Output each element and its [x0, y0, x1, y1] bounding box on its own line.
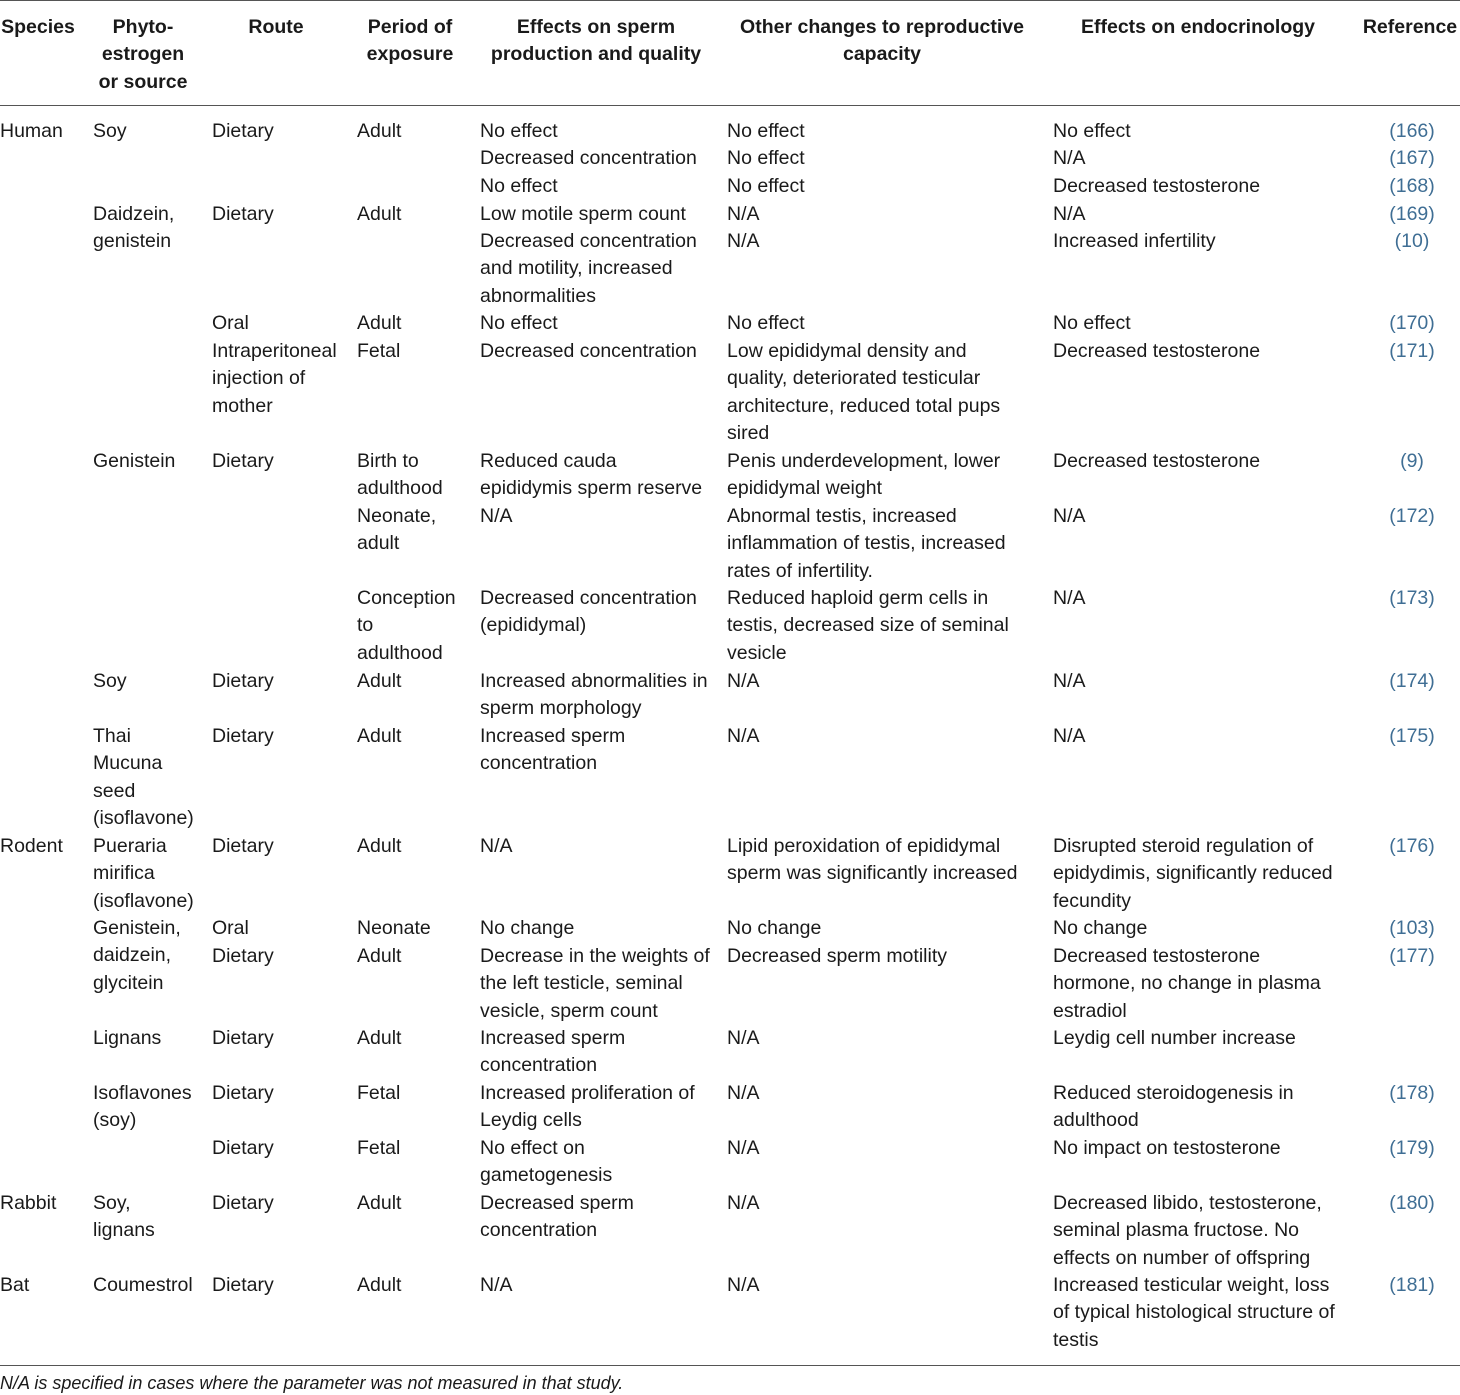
cell-sperm-17: No effect on gametogenesis: [480, 1137, 613, 1187]
cell-species-0: Human: [0, 120, 63, 142]
cell-period-17: Fetal: [357, 1137, 401, 1159]
cell-route-5: Oral: [212, 312, 249, 334]
cell-sperm-4: Decreased concentration and motility, increased abnormalities: [480, 230, 697, 307]
cell-other-9: Reduced haploid germ cells in testis, decreased size of seminal vesicle: [727, 587, 1009, 664]
cell-endo-17: No impact on testosterone: [1053, 1137, 1281, 1159]
cell-other-19: N/A: [727, 1274, 760, 1296]
table-footnote: N/A is specified in cases where the parameter was not measured in that study.: [0, 1373, 624, 1393]
cell-route-6: Intraperitoneal injection of mother: [212, 340, 337, 417]
cell-period-5: Adult: [357, 312, 402, 334]
cell-species-18: Rabbit: [0, 1192, 57, 1214]
cell-sperm-15: Increased sperm concentration: [480, 1027, 626, 1077]
cell-period-13: Neonate: [357, 917, 431, 939]
cell-ref-11: (175): [1389, 725, 1435, 747]
cell-other-12: Lipid peroxidation of epididymal sperm was significantly increased: [727, 835, 1018, 885]
cell-ref-6: (171): [1389, 340, 1435, 362]
cell-route-13: Oral: [212, 917, 249, 939]
cell-other-11: N/A: [727, 725, 760, 747]
cell-other-5: No effect: [727, 312, 805, 334]
cell-route-10: Dietary: [212, 670, 274, 692]
header-rule-top: [0, 0, 1460, 1]
cell-endo-7: Decreased testosterone: [1053, 450, 1261, 472]
cell-endo-16: Reduced steroidogenesis in adulthood: [1053, 1082, 1294, 1132]
column-header-ref: Reference: [1362, 16, 1458, 38]
cell-ref-2: (168): [1389, 175, 1435, 197]
cell-ref-18: (180): [1389, 1192, 1435, 1214]
cell-sperm-6: Decreased concentration: [480, 340, 697, 362]
column-header-source: Phyto- estrogen or source: [98, 16, 188, 93]
table-rule-bottom: [0, 1365, 1460, 1366]
cell-other-10: N/A: [727, 670, 760, 692]
cell-period-15: Adult: [357, 1027, 402, 1049]
column-header-period: Period of exposure: [366, 16, 454, 66]
cell-period-0: Adult: [357, 120, 402, 142]
cell-route-14: Dietary: [212, 945, 274, 967]
cell-other-0: No effect: [727, 120, 805, 142]
cell-endo-15: Leydig cell number increase: [1053, 1027, 1296, 1049]
cell-source-7: Genistein: [93, 450, 176, 472]
cell-endo-11: N/A: [1053, 725, 1086, 747]
cell-other-7: Penis underdevelopment, lower epididymal weight: [727, 450, 1001, 500]
cell-other-13: No change: [727, 917, 822, 939]
cell-endo-5: No effect: [1053, 312, 1131, 334]
cell-other-4: N/A: [727, 230, 760, 252]
cell-endo-12: Disrupted steroid regulation of epidydimis, significantly reduced fecundity: [1053, 835, 1333, 912]
cell-endo-14: Decreased testosterone hormone, no change in plasma estradiol: [1053, 945, 1321, 1022]
cell-sperm-16: Increased proliferation of Leydig cells: [480, 1082, 695, 1132]
cell-other-8: Abnormal testis, increased inflammation of testis, increased rates of infertility.: [727, 505, 1006, 582]
cell-endo-4: Increased infertility: [1053, 230, 1216, 252]
cell-sperm-0: No effect: [480, 120, 558, 142]
cell-endo-2: Decreased testosterone: [1053, 175, 1261, 197]
cell-species-12: Rodent: [0, 835, 63, 857]
cell-other-18: N/A: [727, 1192, 760, 1214]
cell-endo-3: N/A: [1053, 203, 1086, 225]
cell-endo-8: N/A: [1053, 505, 1086, 527]
cell-period-7: Birth to adulthood: [357, 450, 443, 500]
cell-ref-16: (178): [1389, 1082, 1435, 1104]
cell-ref-0: (166): [1389, 120, 1435, 142]
cell-endo-6: Decreased testosterone: [1053, 340, 1261, 362]
cell-source-16: Isoflavones (soy): [93, 1082, 192, 1132]
cell-source-12: Pueraria mirifica (isoflavone): [93, 835, 194, 912]
cell-period-3: Adult: [357, 203, 402, 225]
cell-sperm-8: N/A: [480, 505, 513, 527]
column-header-endo: Effects on endocrinology: [1080, 16, 1316, 38]
cell-sperm-1: Decreased concentration: [480, 147, 697, 169]
cell-endo-19: Increased testicular weight, loss of typical histological structure of testis: [1053, 1274, 1335, 1351]
cell-route-17: Dietary: [212, 1137, 274, 1159]
cell-endo-9: N/A: [1053, 587, 1086, 609]
cell-route-19: Dietary: [212, 1274, 274, 1296]
cell-sperm-10: Increased abnormalities in sperm morphology: [480, 670, 708, 720]
cell-sperm-3: Low motile sperm count: [480, 203, 686, 225]
cell-endo-18: Decreased libido, testosterone, seminal plasma fructose. No effects on number of offspring: [1053, 1192, 1322, 1269]
cell-sperm-7: Reduced cauda epididymis sperm reserve: [480, 450, 703, 500]
cell-other-1: No effect: [727, 147, 805, 169]
cell-ref-1: (167): [1389, 147, 1435, 169]
cell-route-12: Dietary: [212, 835, 274, 857]
cell-other-2: No effect: [727, 175, 805, 197]
cell-period-8: Neonate, adult: [357, 505, 437, 555]
cell-source-3: Daidzein, genistein: [93, 203, 175, 253]
cell-route-15: Dietary: [212, 1027, 274, 1049]
cell-sperm-14: Decrease in the weights of the left testicle, seminal vesicle, sperm count: [480, 945, 710, 1022]
column-header-sperm: Effects on sperm production and quality: [490, 16, 702, 66]
cell-source-19: Coumestrol: [93, 1274, 193, 1296]
cell-sperm-18: Decreased sperm concentration: [480, 1192, 634, 1242]
cell-period-9: Conception to adulthood: [357, 587, 456, 664]
cell-period-12: Adult: [357, 835, 402, 857]
cell-endo-13: No change: [1053, 917, 1148, 939]
cell-sperm-2: No effect: [480, 175, 558, 197]
cell-other-16: N/A: [727, 1082, 760, 1104]
cell-sperm-11: Increased sperm concentration: [480, 725, 626, 775]
cell-period-11: Adult: [357, 725, 402, 747]
cell-sperm-12: N/A: [480, 835, 513, 857]
cell-route-11: Dietary: [212, 725, 274, 747]
cell-other-14: Decreased sperm motility: [727, 945, 947, 967]
cell-period-19: Adult: [357, 1274, 402, 1296]
cell-ref-3: (169): [1389, 203, 1435, 225]
cell-sperm-9: Decreased concentration (epididymal): [480, 587, 697, 637]
cell-route-3: Dietary: [212, 203, 274, 225]
cell-ref-4: (10): [1394, 230, 1430, 252]
cell-other-6: Low epididymal density and quality, deteriorated testicular architecture, reduced total pups sired: [727, 340, 1001, 445]
column-header-other: Other changes to reproductive capacity: [740, 16, 1024, 66]
cell-ref-8: (172): [1389, 505, 1435, 527]
column-header-species: Species: [1, 16, 75, 38]
cell-ref-12: (176): [1389, 835, 1435, 857]
cell-other-17: N/A: [727, 1137, 760, 1159]
cell-ref-14: (177): [1389, 945, 1435, 967]
cell-source-0: Soy: [93, 120, 127, 142]
cell-sperm-5: No effect: [480, 312, 558, 334]
cell-other-3: N/A: [727, 203, 760, 225]
cell-period-16: Fetal: [357, 1082, 401, 1104]
cell-endo-1: N/A: [1053, 147, 1086, 169]
cell-source-13: Genistein, daidzein, glycitein: [93, 917, 181, 994]
cell-period-6: Fetal: [357, 340, 401, 362]
cell-ref-13: (103): [1389, 917, 1435, 939]
cell-sperm-19: N/A: [480, 1274, 513, 1296]
cell-period-14: Adult: [357, 945, 402, 967]
cell-period-18: Adult: [357, 1192, 402, 1214]
cell-species-19: Bat: [0, 1274, 30, 1296]
cell-source-10: Soy: [93, 670, 127, 692]
cell-sperm-13: No change: [480, 917, 575, 939]
header-rule-bottom: [0, 105, 1460, 106]
cell-source-11: Thai Mucuna seed (isoflavone): [93, 725, 194, 830]
cell-period-10: Adult: [357, 670, 402, 692]
cell-source-15: Lignans: [93, 1027, 162, 1049]
cell-ref-5: (170): [1389, 312, 1435, 334]
cell-endo-0: No effect: [1053, 120, 1131, 142]
cell-source-18: Soy, lignans: [93, 1192, 155, 1242]
cell-route-16: Dietary: [212, 1082, 274, 1104]
column-header-route: Route: [248, 16, 304, 38]
cell-ref-9: (173): [1389, 587, 1435, 609]
cell-other-15: N/A: [727, 1027, 760, 1049]
cell-ref-17: (179): [1389, 1137, 1435, 1159]
cell-route-18: Dietary: [212, 1192, 274, 1214]
cell-ref-7: (9): [1400, 450, 1424, 472]
cell-route-0: Dietary: [212, 120, 274, 142]
cell-endo-10: N/A: [1053, 670, 1086, 692]
cell-route-7: Dietary: [212, 450, 274, 472]
cell-ref-10: (174): [1389, 670, 1435, 692]
cell-ref-19: (181): [1389, 1274, 1435, 1296]
